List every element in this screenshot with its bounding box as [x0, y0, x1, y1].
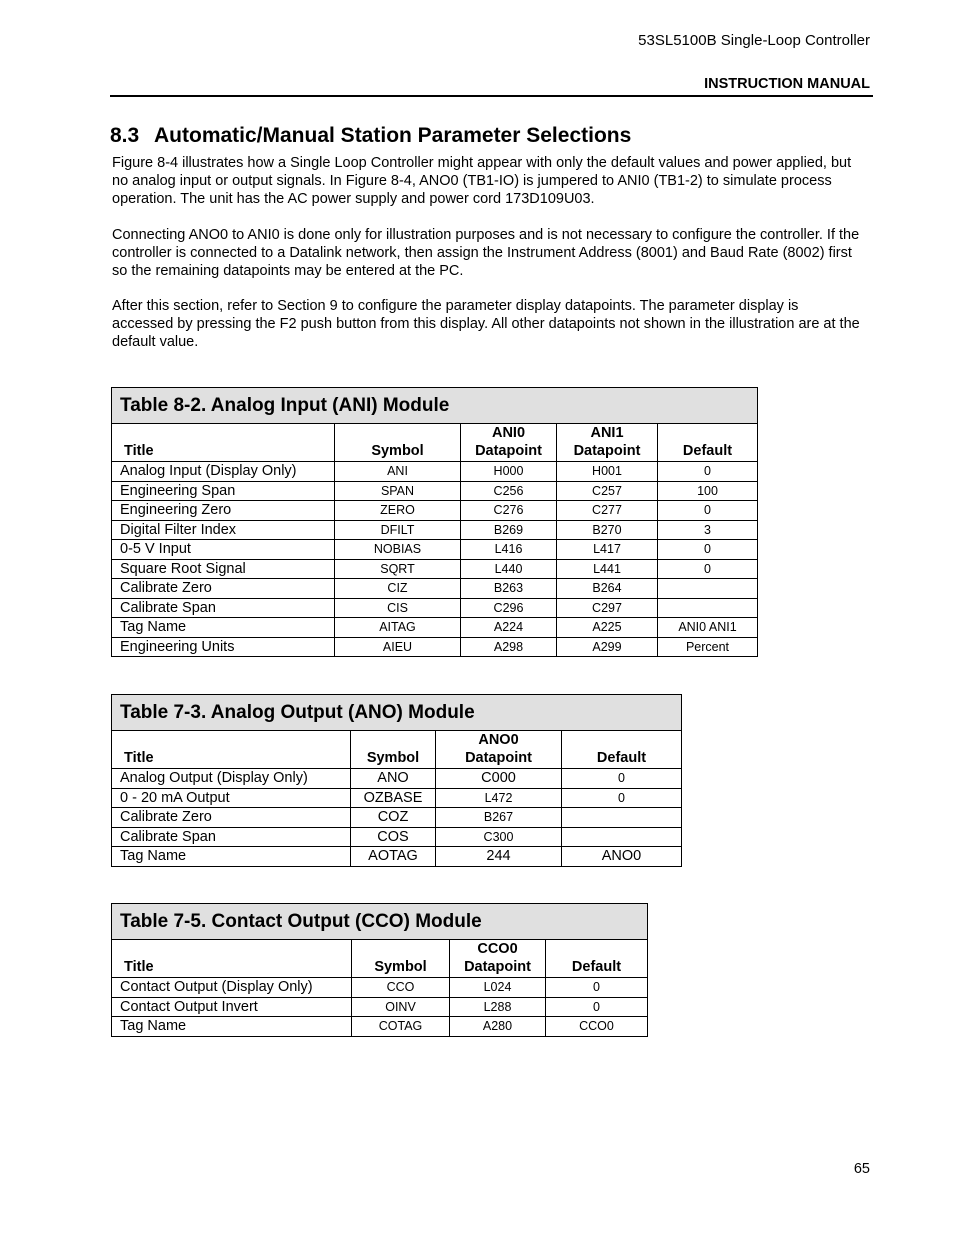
table-row — [112, 462, 758, 482]
table-row — [112, 618, 758, 638]
table-cell: AOTAG — [351, 847, 436, 867]
column-header — [450, 940, 546, 978]
column-header — [461, 424, 557, 462]
document-title: 53SL5100B Single-Loop Controller — [638, 32, 870, 49]
column-header-line: Datapoint — [573, 443, 641, 459]
table-row — [112, 827, 682, 847]
table-cell: A280 — [450, 1017, 546, 1037]
table-cell: Analog Output (Display Only) — [112, 769, 351, 789]
table-cell: ANO0 — [562, 847, 682, 867]
table-cell: 0 - 20 mA Output — [112, 788, 351, 808]
table-row — [112, 501, 758, 521]
table-cell: Tag Name — [112, 847, 351, 867]
column-header-line: Title — [124, 443, 154, 459]
column-header-line: CCO0 — [477, 941, 518, 957]
table-cell: 0 — [658, 559, 758, 579]
table-cell: CCO0 — [546, 1017, 648, 1037]
table-cell: AIEU — [335, 637, 461, 657]
page-number: 65 — [853, 1161, 870, 1177]
table-row — [112, 540, 758, 560]
table-row — [112, 808, 682, 828]
table-cell: C297 — [557, 598, 658, 618]
column-header-line: Default — [571, 959, 622, 975]
table-cell: Engineering Span — [112, 481, 335, 501]
table-cell: Digital Filter Index — [112, 520, 335, 540]
column-header-line: Datapoint — [464, 959, 531, 975]
table-cell: H001 — [557, 462, 658, 482]
table-cell: 0 — [562, 769, 682, 789]
table-caption-row — [112, 904, 648, 940]
table-cell: Tag Name — [112, 618, 335, 638]
table-row — [112, 997, 648, 1017]
manual-label: INSTRUCTION MANUAL — [704, 76, 870, 92]
table-row — [112, 978, 648, 998]
table-cell: B263 — [461, 579, 557, 599]
table-cell: 3 — [658, 520, 758, 540]
table-cell: ANI — [335, 462, 461, 482]
table-cell: 0 — [562, 788, 682, 808]
table-row — [112, 481, 758, 501]
column-header — [351, 731, 436, 769]
column-header-line: Datapoint — [475, 443, 542, 459]
table-cell: Engineering Zero — [112, 501, 335, 521]
table-contact-output — [111, 903, 648, 1037]
table-cell: B270 — [557, 520, 658, 540]
table-cell: C277 — [557, 501, 658, 521]
table-row — [112, 637, 758, 657]
table-row — [112, 769, 682, 789]
column-header-line: Symbol — [374, 959, 427, 975]
table-cell: A225 — [557, 618, 658, 638]
table-cell: Calibrate Span — [112, 827, 351, 847]
section-title: Automatic/Manual Station Parameter Selections — [154, 124, 632, 147]
table-row — [112, 788, 682, 808]
table-cell: Engineering Units — [112, 637, 335, 657]
table-caption: Table 8-2. Analog Input (ANI) Module — [112, 388, 758, 424]
table-cell: L440 — [461, 559, 557, 579]
table-cell: Analog Input (Display Only) — [112, 462, 335, 482]
table-cell: C000 — [436, 769, 562, 789]
table-cell: A299 — [557, 637, 658, 657]
table-caption: Table 7-3. Analog Output (ANO) Module — [112, 695, 682, 731]
table-cell — [562, 827, 682, 847]
table-cell — [562, 808, 682, 828]
column-header — [557, 424, 658, 462]
table-cell: COS — [351, 827, 436, 847]
table-cell: L441 — [557, 559, 658, 579]
column-header — [112, 731, 351, 769]
table-cell: SQRT — [335, 559, 461, 579]
table-cell: 0-5 V Input — [112, 540, 335, 560]
table-analog-input — [111, 387, 758, 657]
table-cell: L024 — [450, 978, 546, 998]
table-cell: CIZ — [335, 579, 461, 599]
paragraph-2: Connecting ANO0 to ANI0 is done only for illustration purposes and is not necessary to configure the controller. If the controller is connected to a Datalink network, then assign the Instrument Address (8001) and Baud Rate (8002) first so the remaining datapoints may be entered at the PC. — [112, 227, 860, 279]
table-cell: Calibrate Zero — [112, 579, 335, 599]
table-cell: ANI0 ANI1 — [658, 618, 758, 638]
column-header — [546, 940, 648, 978]
column-header-line: Symbol — [366, 750, 420, 766]
table-cell — [658, 598, 758, 618]
table-row — [112, 847, 682, 867]
table-cell: DFILT — [335, 520, 461, 540]
table-row — [112, 579, 758, 599]
table-cell: COZ — [351, 808, 436, 828]
column-header-line: Title — [124, 750, 154, 766]
column-header — [335, 424, 461, 462]
table-cell: 0 — [658, 462, 758, 482]
table-cell: SPAN — [335, 481, 461, 501]
table-cell: AITAG — [335, 618, 461, 638]
header-divider — [110, 95, 873, 97]
column-header-line: ANI1 — [590, 425, 624, 441]
table-cell: Square Root Signal — [112, 559, 335, 579]
table-cell: A224 — [461, 618, 557, 638]
column-header — [658, 424, 758, 462]
column-header-line: Datapoint — [465, 750, 532, 766]
table-cell: Calibrate Zero — [112, 808, 351, 828]
column-header — [562, 731, 682, 769]
table-cell: L416 — [461, 540, 557, 560]
table-cell: C300 — [436, 827, 562, 847]
table-cell: OINV — [352, 997, 450, 1017]
table-cell: H000 — [461, 462, 557, 482]
table-analog-output — [111, 694, 682, 867]
column-header — [112, 424, 335, 462]
column-header — [112, 940, 352, 978]
paragraph-3: After this section, refer to Section 9 to configure the parameter display datapoints. The parameter display is accessed by pressing the F2 push button from this display. All other datapoints not shown in the illustration are at the default value. — [112, 298, 860, 350]
table-cell: B264 — [557, 579, 658, 599]
column-header — [436, 731, 562, 769]
table-cell: 244 — [436, 847, 562, 867]
table-header-row — [112, 424, 758, 462]
section-number: 8.3 — [110, 124, 140, 147]
section-heading — [110, 124, 631, 148]
table-cell: L472 — [436, 788, 562, 808]
table-caption-row — [112, 388, 758, 424]
table-cell: C296 — [461, 598, 557, 618]
table-cell: Calibrate Span — [112, 598, 335, 618]
table-cell: 0 — [546, 978, 648, 998]
table-cell: 0 — [658, 501, 758, 521]
table-cell: OZBASE — [351, 788, 436, 808]
table-header-row — [112, 940, 648, 978]
table-cell: Contact Output Invert — [112, 997, 352, 1017]
table-cell: C256 — [461, 481, 557, 501]
table-cell: C276 — [461, 501, 557, 521]
column-header-line: Title — [124, 959, 154, 975]
table-cell: L288 — [450, 997, 546, 1017]
table-cell: 0 — [546, 997, 648, 1017]
column-header-line: Default — [682, 443, 733, 459]
column-header-line: Symbol — [371, 443, 424, 459]
table-row — [112, 598, 758, 618]
table-cell: CCO — [352, 978, 450, 998]
table-caption-row — [112, 695, 682, 731]
paragraph-1: Figure 8-4 illustrates how a Single Loop Controller might appear with only the default values and power applied, but no analog input or output signals. In Figure 8-4, ANO0 (TB1-IO) is jumpered to ANI0 (TB1-2) to simulate process operation. The unit has the AC power supply and power cord 173D109U03. — [112, 155, 852, 207]
table-cell: Percent — [658, 637, 758, 657]
table-row — [112, 520, 758, 540]
table-cell: B267 — [436, 808, 562, 828]
table-cell: COTAG — [352, 1017, 450, 1037]
table-row — [112, 1017, 648, 1037]
table-cell: ZERO — [335, 501, 461, 521]
table-cell: 100 — [658, 481, 758, 501]
table-caption: Table 7-5. Contact Output (CCO) Module — [112, 904, 648, 940]
table-cell: ANO — [351, 769, 436, 789]
table-cell: 0 — [658, 540, 758, 560]
table-cell: NOBIAS — [335, 540, 461, 560]
table-cell: L417 — [557, 540, 658, 560]
column-header-line: ANI0 — [491, 425, 526, 441]
table-cell — [658, 579, 758, 599]
table-cell: Contact Output (Display Only) — [112, 978, 352, 998]
table-cell: CIS — [335, 598, 461, 618]
table-cell: Tag Name — [112, 1017, 352, 1037]
column-header-line: ANO0 — [478, 732, 519, 748]
table-cell: A298 — [461, 637, 557, 657]
table-row — [112, 559, 758, 579]
table-cell: B269 — [461, 520, 557, 540]
table-header-row — [112, 731, 682, 769]
table-cell: C257 — [557, 481, 658, 501]
column-header — [352, 940, 450, 978]
column-header-line: Default — [596, 750, 647, 766]
